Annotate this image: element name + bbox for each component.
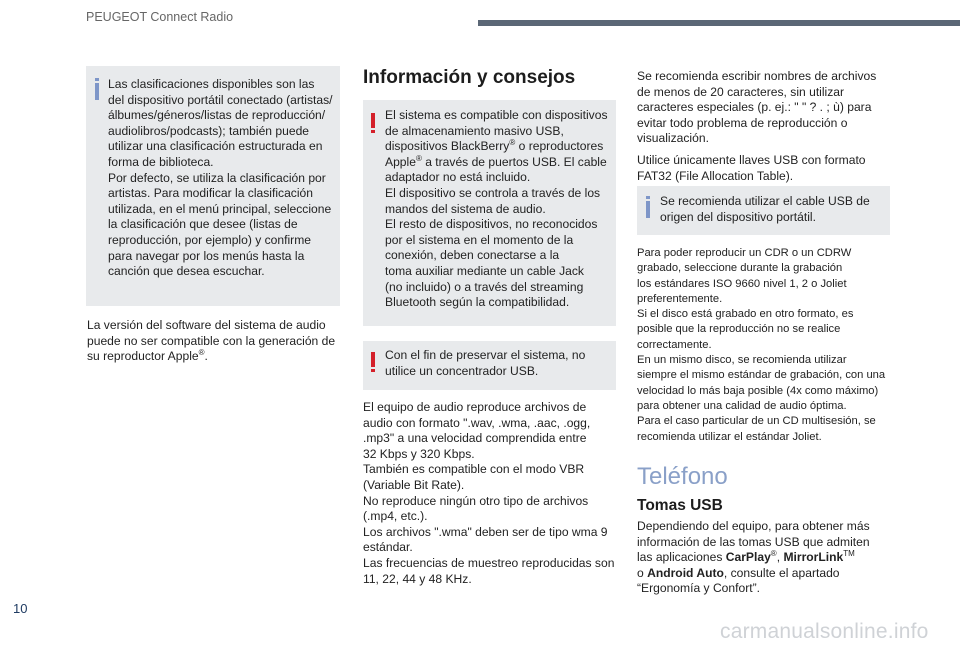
text-fragment: Apple [385,154,416,169]
text-line: Si el disco está grabado en otro formato, es [637,308,854,321]
registered-mark: ® [198,348,205,358]
section-title-info: Información y consejos [363,67,576,88]
text-line: caracteres especiales (p. ej.: " " ? . ; ù) para [637,100,872,115]
text-line: velocidad lo más baja posible (4x como máximo) [637,384,879,397]
text-line: Se recomienda utilizar el cable USB de [660,194,870,208]
text-line: “Ergonomía y Confort”. [637,581,760,596]
text-line: No reproduce ningún otro tipo de archivos [363,493,589,508]
carplay-label: CarPlay [725,550,771,565]
text-line: conexión, deben conectarse a la [385,248,560,263]
text-line: También es compatible con el modo VBR [363,462,585,477]
text-line: siempre el mismo estándar de grabación, con una [637,369,886,382]
text-line: utilizada, en el menú principal, seleccione [108,201,332,216]
text-line: forma de biblioteca. [108,154,214,169]
text-line [385,139,613,155]
text-line: adaptador no está incluido. [385,170,531,185]
text-line: Con el fin de preservar el sistema, no [385,348,586,362]
text-line: para obtener una calidad de audio óptima. [637,399,847,412]
text-fragment: a través de puertos USB. El cable [421,154,607,169]
text-line: los estándares ISO 9660 nivel 1, 2 o Joliet [637,277,847,290]
text-line: FAT32 (File Allocation Table). [637,168,794,183]
text-line: utilice un concentrador USB. [385,363,539,378]
audio-formats-paragraph [363,400,618,587]
file-names-paragraph [637,69,897,147]
usb-ports-paragraph [637,519,899,597]
text-line: por el sistema en el momento de la [385,232,574,247]
text-line: para navegar por los menús hasta la [108,248,305,263]
text-line: Dependiendo del equipo, para obtener más [637,519,870,533]
text-line: Para el caso particular de un CD multisesión, se [637,415,876,428]
trademark-mark: TM [843,549,855,559]
subsection-title-usb: Tomas USB [637,497,723,514]
text-line: mandos del sistema de audio. [385,201,546,216]
text-line: recomienda utilizar el estándar Joliet. [637,430,822,443]
text-line: información de las tomas USB que admiten [637,534,870,549]
text-line: correctamente. [637,338,712,351]
text-line: del dispositivo portátil conectado (artistas/ [108,92,333,107]
info-icon [95,83,99,100]
registered-mark: ® [415,153,422,163]
text-line: (Variable Bit Rate). [363,477,465,492]
fat32-paragraph [637,153,897,184]
text-line [385,155,613,171]
text-fragment: , [776,550,784,565]
android-auto-label: Android Auto [647,565,724,580]
running-header: PEUGEOT Connect Radio [86,10,234,24]
text-line: En un mismo disco, se recomienda utilizar [637,354,847,367]
text-line [637,566,899,582]
text-line [637,550,899,566]
text-line [87,349,342,365]
text-fragment: , consulte el apartado [723,565,840,580]
warning-box-compatibility-text [385,108,613,311]
text-line: audiolibros/podcasts); también puede [108,123,310,138]
cd-recording-paragraph [637,246,902,445]
text-line: Las frecuencias de muestreo reproducidas son [363,555,615,570]
registered-mark: ® [509,138,516,148]
warning-box-usb-hub-text [385,348,613,379]
text-line: la clasificación que desee (listas de [108,217,298,232]
warning-icon [371,113,375,128]
text-line: origen del dispositivo portátil. [660,209,816,224]
text-line: Utilice únicamente llaves USB con formato [637,153,866,167]
text-line: de menos de 20 caracteres, sin utilizar [637,84,845,99]
text-line: El sistema es compatible con dispositivos [385,108,608,122]
text-fragment: las aplicaciones [637,550,726,565]
apple-compatibility-paragraph [87,318,342,365]
text-line: puede no ser compatible con la generación de [87,333,336,348]
section-title-telefono: Teléfono [637,463,728,490]
text-line: La versión del software del sistema de audio [87,318,326,332]
text-fragment: . [204,349,208,364]
text-line: (.mp4, etc.). [363,509,428,524]
text-line: El dispositivo se controla a través de los [385,185,601,200]
text-line: 11, 22, 44 y 48 KHz. [363,571,472,586]
text-line: (no incluido) o a través del streaming [385,279,584,294]
text-line: .mp3" a una velocidad comprendida entre [363,431,587,446]
text-line: utilizar una clasificación estructurada en [108,139,323,154]
text-line: Se recomienda escribir nombres de archivos [637,69,877,83]
text-line: posible que la reproducción no se realice [637,323,841,336]
warning-icon [371,352,375,367]
text-line: Para poder reproducir un CDR o un CDRW [637,247,852,259]
text-line: estándar. [363,540,413,555]
text-line: El equipo de audio reproduce archivos de [363,400,587,414]
text-line: visualización. [637,131,709,146]
text-line: Los archivos ".wma" deben ser de tipo wma 9 [363,524,608,539]
text-line: 32 Kbps y 320 Kbps. [363,446,475,461]
text-line: Bluetooth según la compatibilidad. [385,295,570,310]
text-fragment: dispositivos BlackBerry [385,139,510,154]
text-line: Por defecto, se utiliza la clasificación por [108,170,326,185]
text-fragment: o reproductores [515,139,604,154]
info-icon [646,201,650,218]
mirrorlink-label: MirrorLink [783,550,844,565]
text-line: Las clasificaciones disponibles son las [108,77,315,91]
text-line: artistas. Para modificar la clasificación [108,186,313,201]
header-rule [478,20,960,26]
text-line: canción que desea escuchar. [108,264,265,279]
text-fragment: su reproductor Apple [87,349,199,364]
text-line: evitar todo problema de reproducción o [637,115,848,130]
text-line: El resto de dispositivos, no reconocidos [385,217,598,232]
page-number: 10 [13,601,28,616]
watermark: carmanualsonline.info [720,620,929,643]
registered-mark: ® [770,549,777,559]
text-line: toma auxiliar mediante un cable Jack [385,263,584,278]
text-fragment: o [637,565,648,580]
text-line: reproducción, por ejemplo) y confirme [108,232,311,247]
text-line: de almacenamiento masivo USB, [385,123,564,138]
info-box-classifications-text [108,77,338,280]
text-line: preferentemente. [637,292,723,305]
text-line: audio con formato ".wav, .wma, .aac, .ogg, [363,415,591,430]
text-line: grabado, seleccione durante la grabación [637,262,843,275]
text-line: álbumes/géneros/listas de reproducción/ [108,108,326,123]
info-box-usb-cable-text [660,194,888,225]
